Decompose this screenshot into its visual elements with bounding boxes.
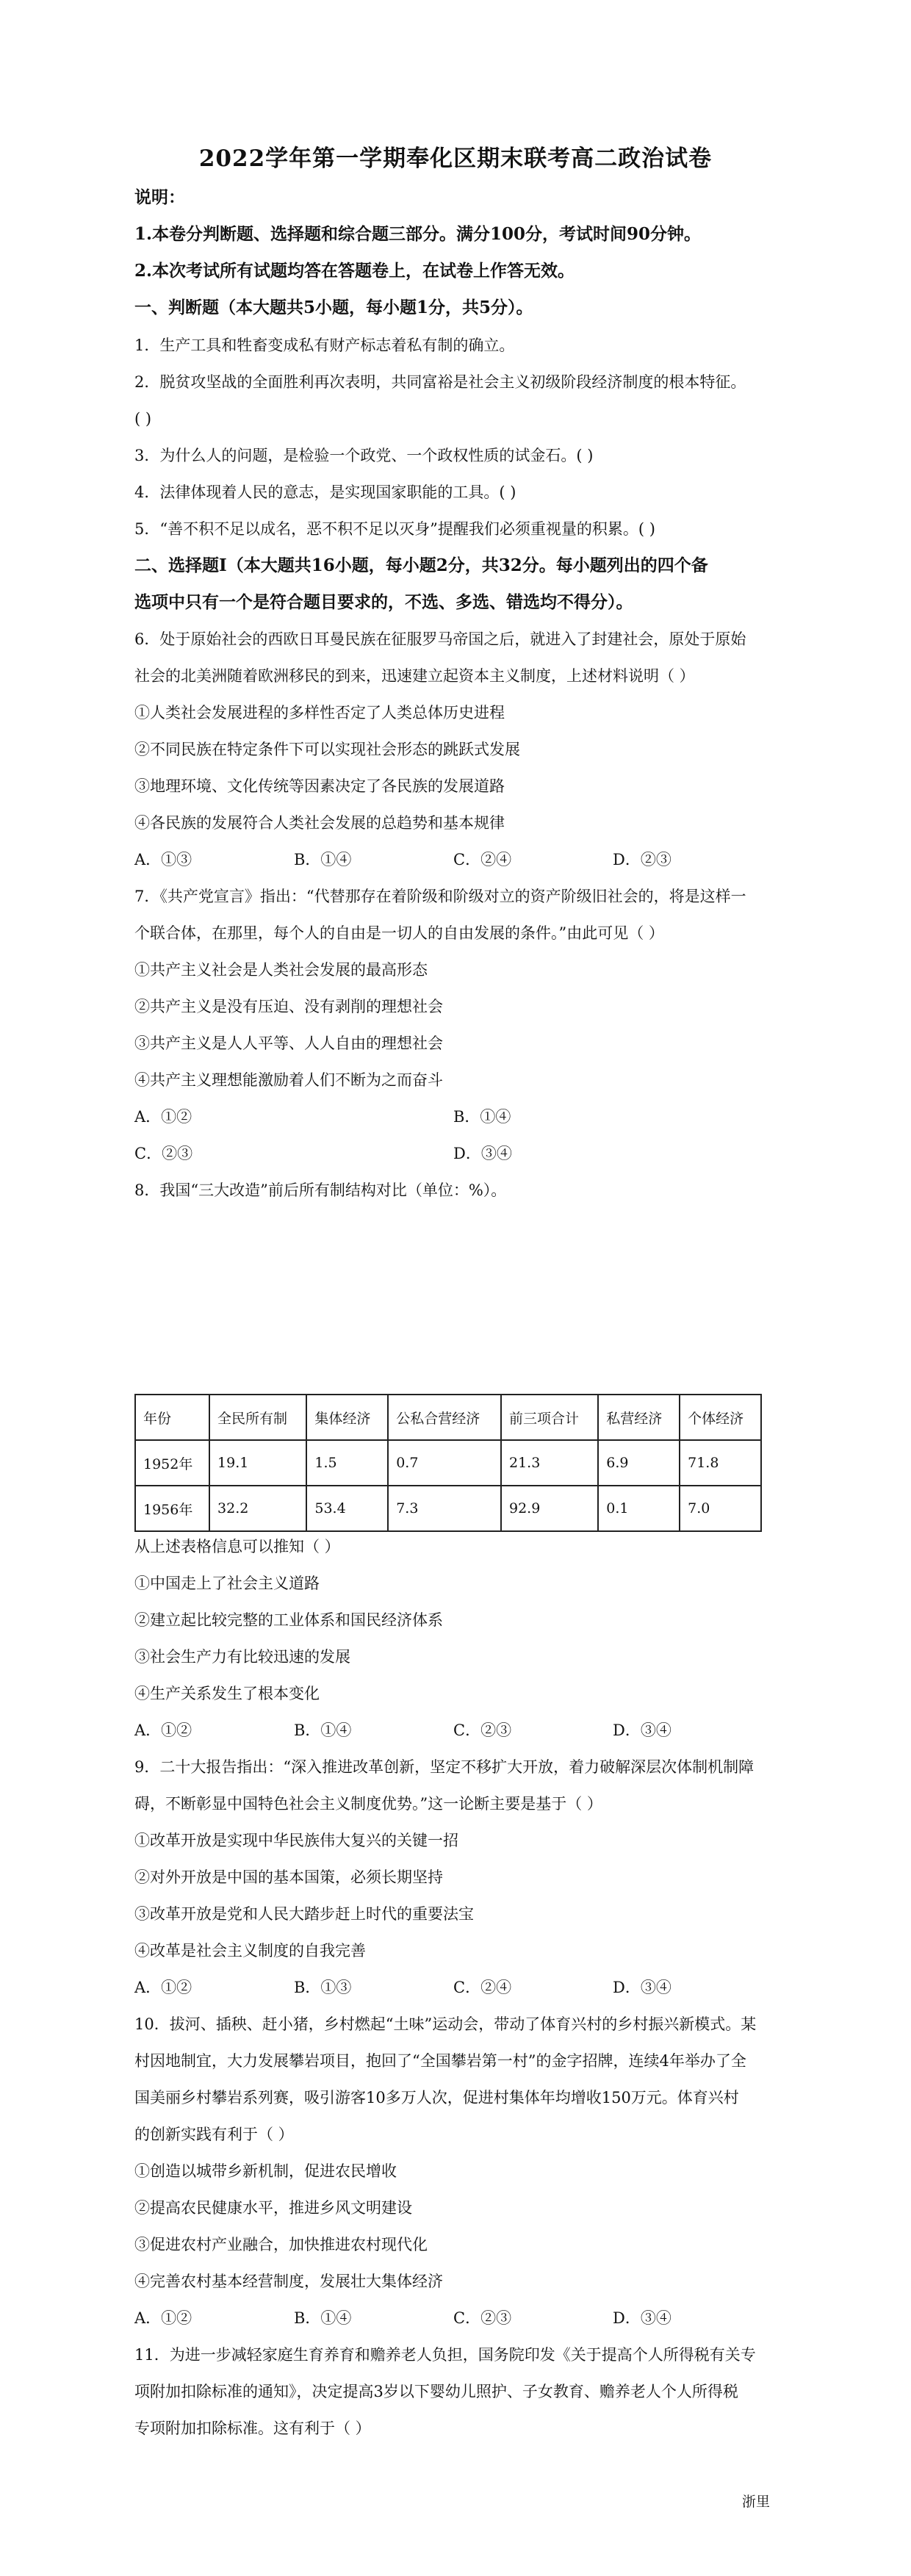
instruction-line: 2.本次考试所有试题均答在答题卷上，在试卷上作答无效。 <box>134 261 575 281</box>
table-cell: 32.2 <box>209 1486 306 1531</box>
statement: ①创造以城带乡新机制，促进农民增收 <box>134 2162 397 2180</box>
statement: ①中国走上了社会主义道路 <box>134 1575 320 1592</box>
question-line: 2．脱贫攻坚战的全面胜利再次表明，共同富裕是社会主义初级阶段经济制度的根本特征。 <box>134 373 746 391</box>
statement: ④生产关系发生了根本变化 <box>134 1685 320 1702</box>
statement: ②不同民族在特定条件下可以实现社会形态的跳跃式发展 <box>134 741 520 758</box>
statement: ④各民族的发展符合人类社会发展的总趋势和基本规律 <box>134 814 505 832</box>
answer-blank: ( ) <box>134 410 152 428</box>
table-cell: 7.3 <box>388 1486 501 1531</box>
option-b: B．①④ <box>453 1108 511 1126</box>
question-stem: 专项附加扣除标准。这有利于（ ） <box>134 2420 371 2437</box>
option-c: C．②③ <box>453 2309 512 2327</box>
option-d: D．③④ <box>613 1721 671 1739</box>
question-stem: 11．为进一步减轻家庭生育养育和赡养老人负担，国务院印发《关于提高个人所得税有关专 <box>134 2346 756 2364</box>
footer-watermark: 浙里 <box>742 2494 771 2510</box>
table-cell: 21.3 <box>501 1440 598 1486</box>
question-stem: 碍，不断彰显中国特色社会主义制度优势。”这一论断主要是基于（ ） <box>134 1795 602 1813</box>
table-cell: 1956年 <box>135 1486 209 1531</box>
option-d: D．③④ <box>613 2309 671 2327</box>
statement: ④共产主义理想能激励着人们不断为之而奋斗 <box>134 1071 443 1089</box>
statement: ②提高农民健康水平，推进乡风文明建设 <box>134 2199 412 2217</box>
question-stem: 的创新实践有利于（ ） <box>134 2126 294 2143</box>
statement: ③共产主义是人人平等、人人自由的理想社会 <box>134 1035 443 1052</box>
question-stem: 从上述表格信息可以推知（ ） <box>134 1538 340 1555</box>
question-line: 5．“善不积不足以成名，恶不积不足以灭身”提醒我们必须重视量的积累。( ) <box>134 520 655 538</box>
question-stem: 10．拔河、插秧、赶小猪，乡村燃起“土味”运动会，带动了体育兴村的乡村振兴新模式。某 <box>134 2015 757 2033</box>
table-cell: 71.8 <box>680 1440 761 1486</box>
question-stem: 个联合体，在那里，每个人的自由是一切人的自由发展的条件。”由此可见（ ） <box>134 924 664 942</box>
table-cell: 0.7 <box>388 1440 501 1486</box>
question-stem: 社会的北美洲随着欧洲移民的到来，迅速建立起资本主义制度，上述材料说明（ ） <box>134 667 695 685</box>
option-c: C．②④ <box>453 1979 512 1996</box>
table-header-cell: 集体经济 <box>306 1395 388 1440</box>
statement: ④改革是社会主义制度的自我完善 <box>134 1942 366 1960</box>
table-cell: 6.9 <box>598 1440 680 1486</box>
option-b: B．①④ <box>294 1721 352 1739</box>
table-cell: 1952年 <box>135 1440 209 1486</box>
statement: ③地理环境、文化传统等因素决定了各民族的发展道路 <box>134 777 505 795</box>
statement: ①共产主义社会是人类社会发展的最高形态 <box>134 961 428 979</box>
table-cell: 53.4 <box>306 1486 388 1531</box>
table-row <box>135 1440 761 1486</box>
page-title: 2022学年第一学期奉化区期末联考高二政治试卷 <box>198 145 713 172</box>
option-c: C．②③ <box>453 1721 512 1739</box>
option-c: C．②③ <box>134 1145 193 1162</box>
question-line: 3．为什么人的问题，是检验一个政党、一个政权性质的试金石。( ) <box>134 447 594 464</box>
option-d: D．②③ <box>613 851 671 868</box>
table-header-cell: 个体经济 <box>680 1395 761 1440</box>
ownership-table <box>134 1394 762 1532</box>
question-stem: 7．《共产党宣言》指出：“代替那存在着阶级和阶级对立的资产阶级旧社会的，将是这样一 <box>134 888 746 905</box>
question-stem: 9．二十大报告指出：“深入推进改革创新，坚定不移扩大开放，着力破解深层次体制机制障 <box>134 1758 755 1776</box>
table-header-row <box>135 1395 761 1440</box>
option-b: B．①④ <box>294 2309 352 2327</box>
statement: ③社会生产力有比较迅速的发展 <box>134 1648 350 1666</box>
option-a: A．①② <box>134 1721 192 1739</box>
option-a: A．①③ <box>134 851 192 868</box>
table-header-cell: 年份 <box>135 1395 209 1440</box>
question-stem: 8．我国“三大改造”前后所有制结构对比（单位：%）。 <box>134 1181 507 1199</box>
section2-heading: 选项中只有一个是符合题目要求的，不选、多选、错选均不得分）。 <box>134 592 633 612</box>
question-stem: 项附加扣除标准的通知》，决定提高3岁以下婴幼儿照护、子女教育、赡养老人个人所得税 <box>134 2383 738 2400</box>
option-c: C．②④ <box>453 851 512 868</box>
statement: ①改革开放是实现中华民族伟大复兴的关键一招 <box>134 1832 458 1849</box>
question-line: 1．生产工具和牲畜变成私有财产标志着私有制的确立。 <box>134 337 515 354</box>
table-cell: 0.1 <box>598 1486 680 1531</box>
option-b: B．①③ <box>294 1979 352 1996</box>
instructions-heading: 说明： <box>134 187 185 207</box>
statement: ③促进农村产业融合，加快推进农村现代化 <box>134 2236 428 2253</box>
instruction-line: 1.本卷分判断题、选择题和综合题三部分。满分100分，考试时间90分钟。 <box>134 224 702 244</box>
option-b: B．①④ <box>294 851 352 868</box>
statement: ④完善农村基本经营制度，发展壮大集体经济 <box>134 2273 443 2290</box>
table-header-cell: 全民所有制 <box>209 1395 306 1440</box>
statement: ②对外开放是中国的基本国策，必须长期坚持 <box>134 1868 443 1886</box>
statement: ②建立起比较完整的工业体系和国民经济体系 <box>134 1611 443 1629</box>
question-stem: 国美丽乡村攀岩系列赛，吸引游客10多万人次，促进村集体年均增收150万元。体育兴村 <box>134 2089 739 2107</box>
section2-heading: 二、选择题Ⅰ（本大题共16小题，每小题2分，共32分。每小题列出的四个备 <box>134 555 708 575</box>
question-stem: 村因地制宜，大力发展攀岩项目，抱回了“全国攀岩第一村”的金字招牌，连续4年举办了全 <box>134 2052 746 2070</box>
option-d: D．③④ <box>453 1145 512 1162</box>
table-cell: 19.1 <box>209 1440 306 1486</box>
option-d: D．③④ <box>613 1979 671 1996</box>
table-header-cell: 公私合营经济 <box>388 1395 501 1440</box>
table-cell: 7.0 <box>680 1486 761 1531</box>
table-header-cell: 私营经济 <box>598 1395 680 1440</box>
option-a: A．①② <box>134 2309 192 2327</box>
option-a: A．①② <box>134 1979 192 1996</box>
question-stem: 6．处于原始社会的西欧日耳曼民族在征服罗马帝国之后，就进入了封建社会，原处于原始 <box>134 630 746 648</box>
option-a: A．①② <box>134 1108 192 1126</box>
table-header-cell: 前三项合计 <box>501 1395 598 1440</box>
table-cell: 92.9 <box>501 1486 598 1531</box>
table-cell: 1.5 <box>306 1440 388 1486</box>
table-row <box>135 1486 761 1531</box>
statement: ③改革开放是党和人民大踏步赶上时代的重要法宝 <box>134 1905 474 1923</box>
section1-heading: 一、判断题（本大题共5小题，每小题1分，共5分）。 <box>134 298 533 317</box>
question-line: 4．法律体现着人民的意志，是实现国家职能的工具。( ) <box>134 483 516 501</box>
statement: ②共产主义是没有压迫、没有剥削的理想社会 <box>134 998 443 1015</box>
statement: ①人类社会发展进程的多样性否定了人类总体历史进程 <box>134 704 505 722</box>
